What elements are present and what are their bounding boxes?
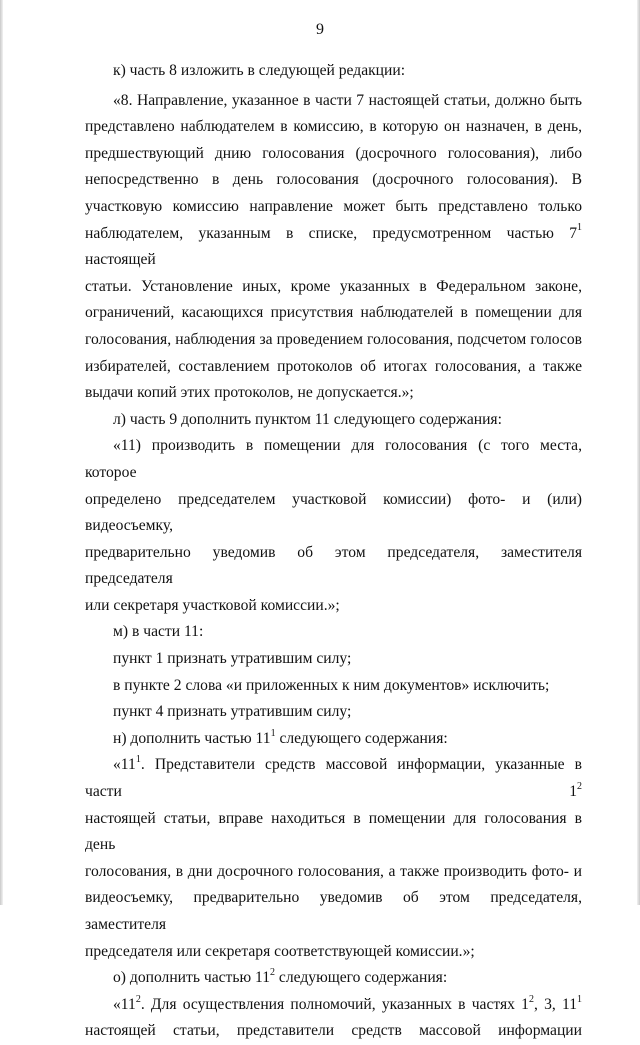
text-line: голосования, наблюдения за проведением голосования, подсчетом голосов (85, 330, 582, 348)
text-line: видеосъемку, предварительно уведомив об этом председателя, заместителя (85, 889, 582, 933)
item-m-point-2: в пункте 2 слова «и приложенных к ним документов» исключить; (113, 676, 550, 694)
text-line (85, 752, 582, 805)
text-fragment: «11 (113, 756, 136, 774)
item-k-text (85, 88, 582, 407)
text-line: предварительно уведомив об этом председателя, заместителя председателя (85, 543, 582, 588)
superscript: 2 (577, 780, 582, 792)
item-o-text (85, 992, 582, 1045)
page-number: 9 (316, 21, 324, 38)
text-line: «11) производить в помещении для голосования (с того места, которое (85, 437, 582, 481)
superscript: 1 (577, 222, 582, 234)
text-fragment: следующего содержания: (275, 729, 448, 747)
text-line (85, 992, 582, 1019)
item-l-text (85, 433, 582, 619)
text-fragment: наблюдателем, указанным в списке, предусмотренном частью 7 (85, 224, 577, 242)
text-fragment: , 3, 11 (533, 995, 577, 1013)
text-fragment: . Для осуществления полномочий, указанных в частях 1 (140, 995, 529, 1013)
text-line: избирателей, составлением протоколов об итогах голосования, а также (85, 357, 582, 375)
text-line: или секретаря участковой комиссии.»; (85, 596, 340, 614)
text-fragment: настоящей (85, 251, 156, 269)
item-o-intro (85, 965, 582, 992)
superscript: 2 (528, 993, 534, 1005)
text-line: непосредственно в день голосования (досрочного голосования). В (85, 171, 582, 189)
text-line: настоящей статьи, вправе находиться в помещении для голосования в день (85, 809, 582, 854)
item-n-text (85, 752, 582, 965)
text-fragment: н) дополнить частью 11 (113, 729, 271, 747)
scan-edge-left (0, 0, 3, 905)
text-line: «8. Направление, указанное в части 7 настоящей статьи, должно быть (113, 91, 582, 109)
item-m-point-4: пункт 4 признать утратившим силу; (113, 703, 352, 721)
text-line: настоящей статьи, представители средств массовой информации (85, 1022, 582, 1040)
item-m-intro: м) в части 11: (113, 623, 204, 641)
text-line: предшествующий днию голосования (досрочного голосования), либо (85, 144, 582, 162)
text-line: определено председателем участковой комиссии) фото- и (или) видеосъемку, (85, 490, 582, 535)
text-line: ограничений, касающихся присутствия наблюдателей в помещении для (85, 304, 582, 322)
item-m-point-1: пункт 1 признать утратившим силу; (113, 650, 352, 668)
text-fragment: . Представители средств массовой информации, указанные в части 1 (85, 756, 582, 801)
text-fragment: следующего содержания: (275, 969, 448, 987)
superscript: 2 (135, 993, 141, 1005)
text-fragment: о) дополнить частью 11 (113, 969, 271, 987)
text-line: представлено наблюдателем в комиссию, в которую он назначен, в день, (85, 118, 582, 136)
text-line: участковую комиссию направление может быть представлено только (85, 197, 582, 215)
superscript: 1 (577, 993, 582, 1005)
item-n-intro (85, 726, 582, 753)
text-line: голосования, в дни досрочного голосования, а также производить фото- и (85, 862, 582, 880)
text-line: выдачи копий этих протоколов, не допускается.»; (85, 384, 414, 402)
text-line: председателя или секретаря соответствующей комиссии.»; (85, 942, 475, 960)
document-body (85, 58, 582, 1045)
superscript: 1 (135, 754, 141, 766)
superscript: 2 (270, 967, 276, 978)
item-l-intro: л) часть 9 дополнить пунктом 11 следующего содержания: (113, 410, 502, 428)
superscript: 1 (270, 727, 276, 739)
text-line: статьи. Установление иных, кроме указанных в Федеральном законе, (85, 277, 582, 295)
text-line (85, 221, 582, 274)
text-fragment: «11 (113, 995, 136, 1013)
item-k-intro: к) часть 8 изложить в следующей редакции: (113, 62, 406, 79)
